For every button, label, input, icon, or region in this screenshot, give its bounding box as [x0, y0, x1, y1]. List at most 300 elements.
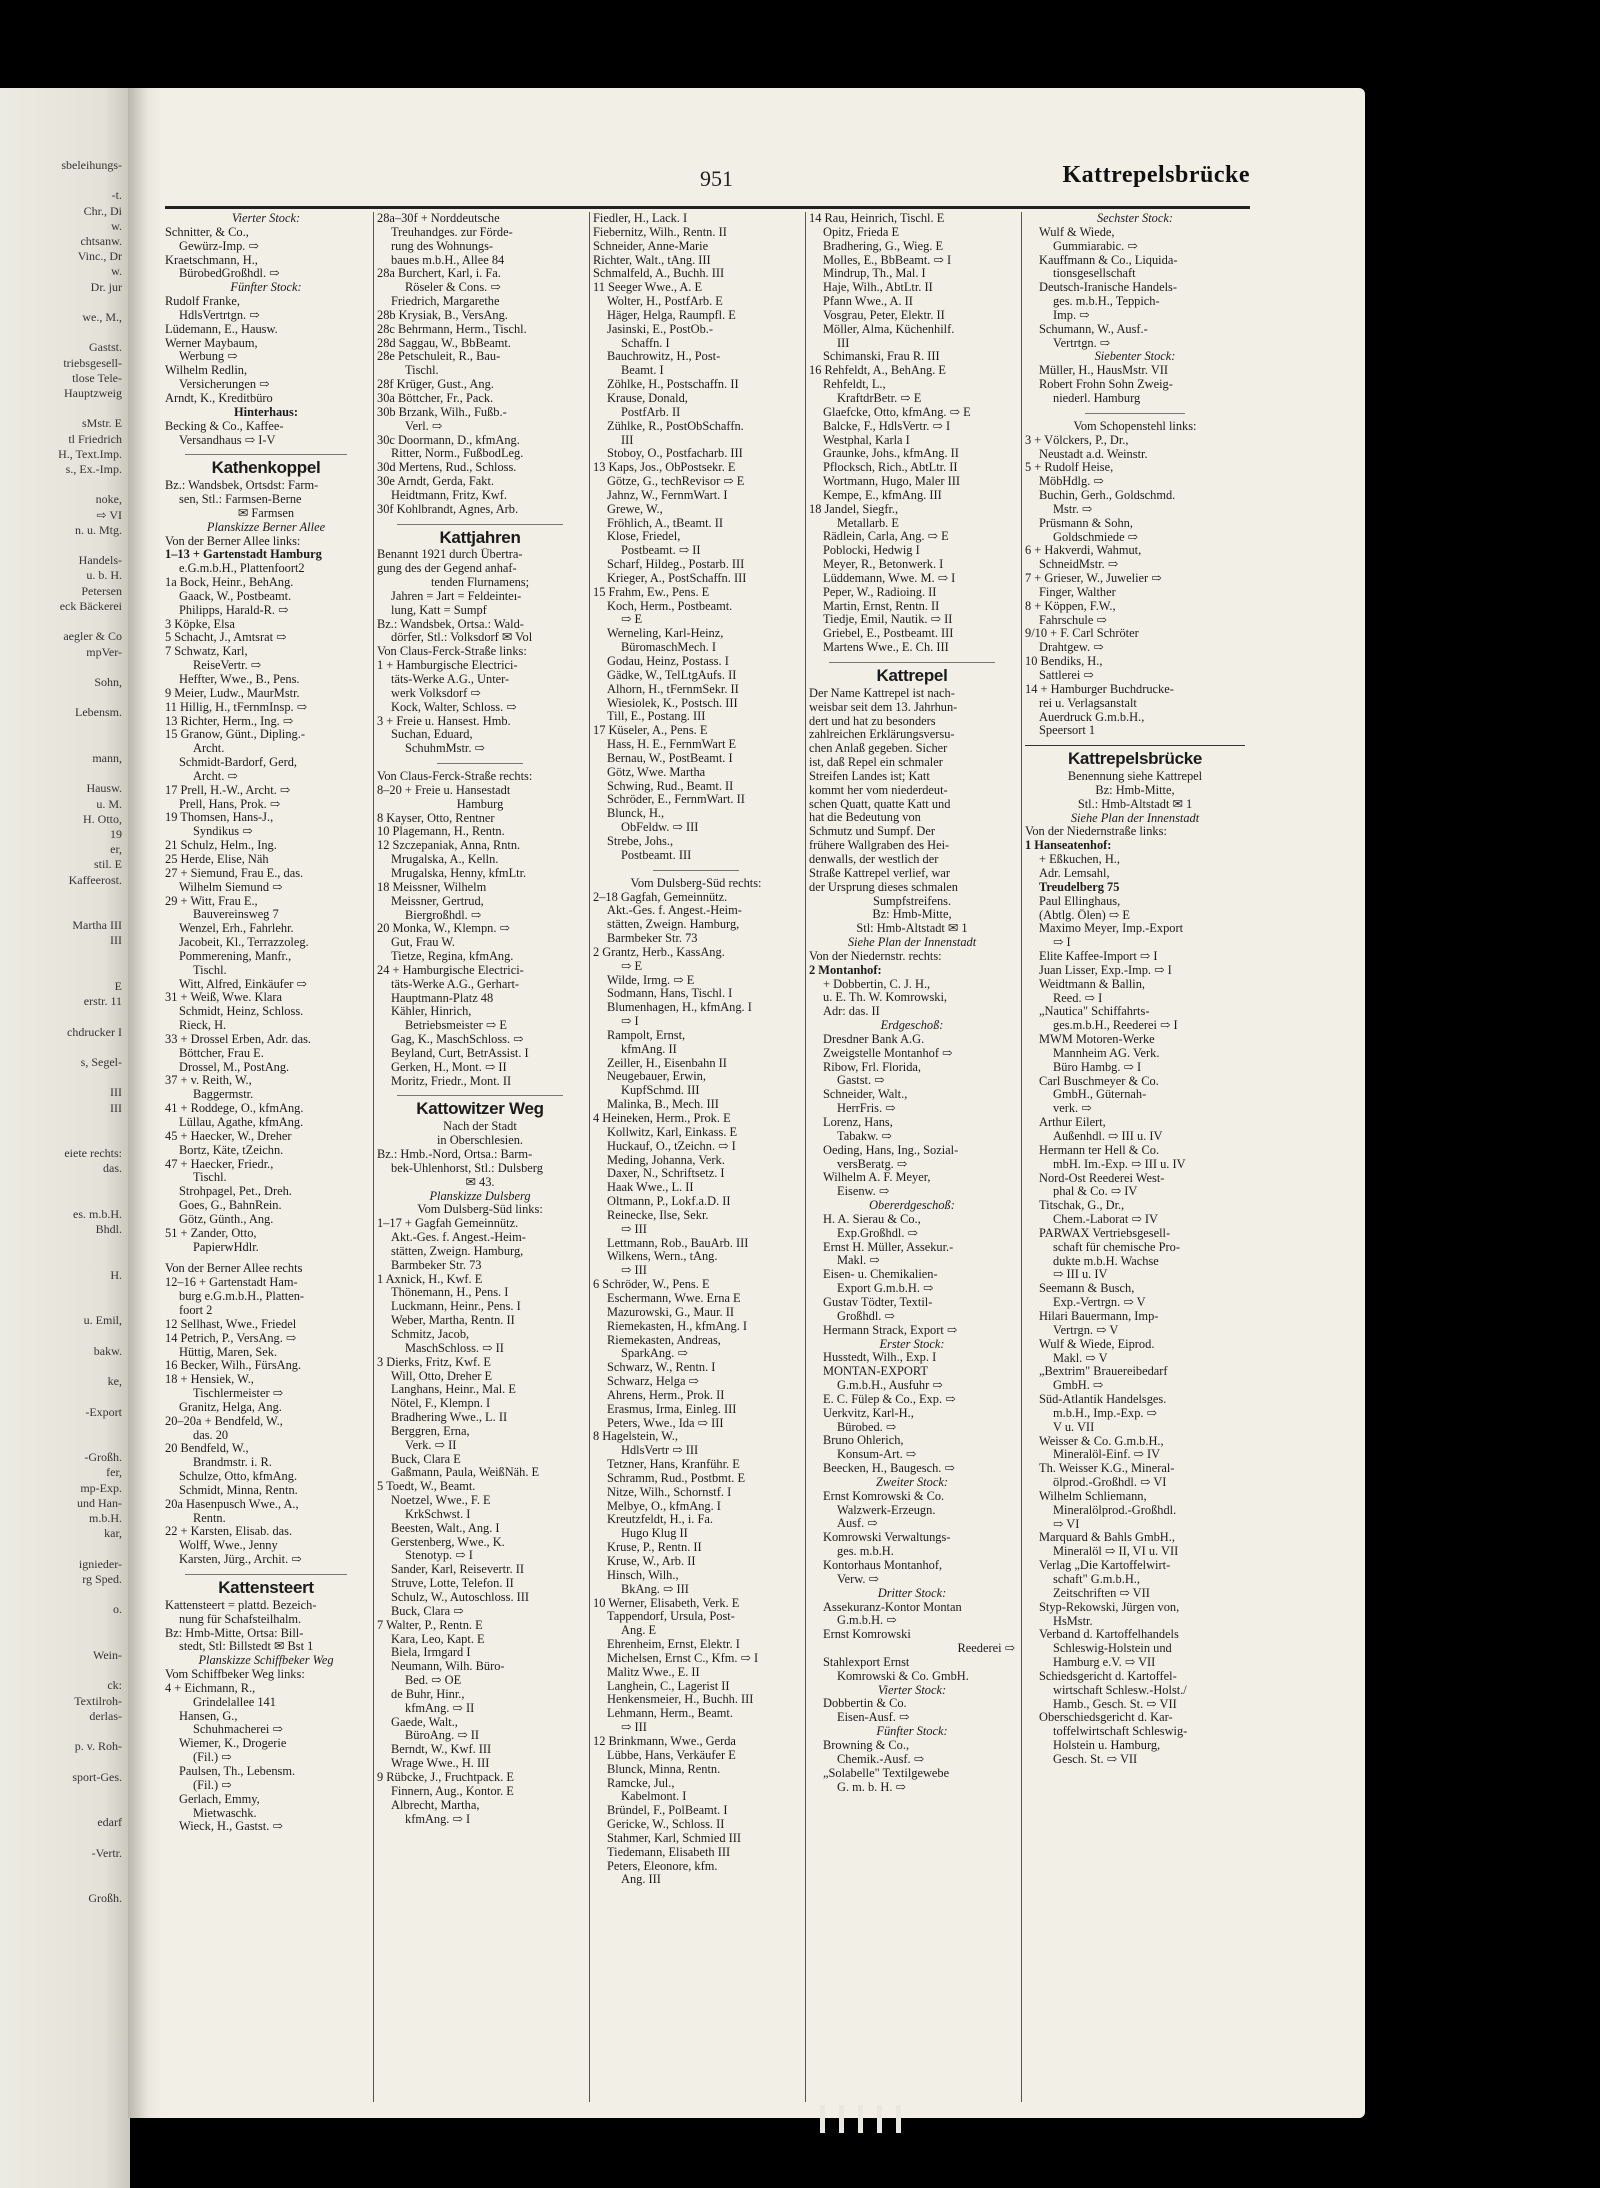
left-page-text [0, 1618, 130, 1633]
directory-entry: Riemekasten, H., kfmAng. I [607, 1319, 748, 1333]
left-page-text [0, 964, 130, 979]
directory-entry: Neugebauer, Erwin, [607, 1070, 706, 1084]
directory-entry: Von der Berner Allee rechts [165, 1262, 303, 1276]
directory-entry: Suchan, Eduard, [391, 728, 473, 742]
directory-entry: sen, Stl.: Farmsen-Berne [179, 493, 302, 507]
page-number: 951 [700, 166, 733, 191]
left-page-text: u. b. H. [86, 568, 122, 583]
directory-entry: Süd-Atlantik Handelsges. [1039, 1393, 1167, 1407]
directory-entry: Ramcke, Jul., [607, 1776, 675, 1790]
directory-entry: Henkensmeier, H., Buchh. III [607, 1693, 754, 1707]
directory-entry: 20 Monka, W., Klempn. ⇨ [377, 922, 510, 936]
left-page-text: III [110, 933, 122, 948]
directory-entry: 10 Bendiks, H., [1025, 655, 1103, 669]
directory-entry: Bz.: Wandsbek, Ortsdst: Farm- [165, 479, 319, 493]
directory-entry: Streifen Landes ist; Katt [809, 769, 930, 783]
left-page-text [0, 690, 130, 705]
left-page-text: H. Otto, [83, 811, 122, 826]
directory-entry: SchuhmMstr. ⇨ [405, 742, 485, 756]
directory-entry: Versandhaus ⇨ I-V [179, 433, 276, 447]
directory-entry: Gaßmann, Paula, WeißNäh. E [391, 1466, 540, 1480]
directory-entry: Peper, W., Radioing. II [823, 585, 937, 599]
directory-entry: Großhdl. ⇨ [837, 1309, 895, 1323]
left-page-text: n. u. Mtg. [74, 522, 122, 537]
directory-entry: Riemekasten, Andreas, [607, 1333, 721, 1347]
left-page-text [0, 1283, 130, 1298]
directory-entry: Kollwitz, Karl, Einkass. E [607, 1125, 738, 1139]
directory-entry: ⇨ III [621, 1222, 647, 1236]
directory-entry: 30e Arndt, Gerda, Fakt. [377, 475, 494, 489]
section-divider [829, 662, 995, 663]
directory-entry: Jahren = Jart = Feldeinteı- [391, 589, 522, 603]
directory-entry: 14 + Hamburger Buchdrucke- [1025, 682, 1174, 696]
directory-entry: Postbeamt. ⇨ II [621, 544, 701, 558]
directory-entry: der Ursprung dieses schmalen [809, 880, 958, 894]
directory-entry: Rentn. [193, 1511, 226, 1525]
directory-entry: Werbung ⇨ [179, 350, 238, 364]
directory-entry: Haje, Wilh., AbtLtr. II [823, 281, 933, 295]
directory-entry: Wiemer, K., Drogerie [179, 1737, 287, 1751]
directory-entry: Schwarz, Helga ⇨ [607, 1375, 699, 1389]
directory-entry: täts-Werke A.G., Gerhart- [391, 977, 520, 991]
directory-entry: Adr. Lemsahl, [1039, 866, 1110, 880]
directory-entry: Juan Lisser, Exp.-Imp. ⇨ I [1039, 963, 1172, 977]
directory-entry: Walzwerk-Erzeugn. [837, 1503, 936, 1517]
directory-entry: 28d Saggau, W., BbBeamt. [377, 336, 511, 350]
directory-entry: 16 Rehfeldt, A., BehAng. E [809, 364, 946, 378]
directory-entry: Heidtmann, Fritz, Kwf. [391, 488, 507, 502]
directory-entry: Buchin, Gerh., Goldschmd. [1039, 489, 1176, 503]
column-1 [165, 212, 374, 2102]
directory-entry: Werneling, Karl-Heinz, [607, 627, 724, 641]
left-page-text: ignieder- [78, 1556, 122, 1571]
directory-entry: Benennung siehe Kattrepel [1067, 770, 1203, 784]
directory-entry: 7 Walter, P., Rentn. E [377, 1618, 483, 1632]
directory-entry: Ehrenheim, Ernst, Elektr. I [607, 1638, 740, 1652]
directory-entry: 5 + Rudolf Heise, [1025, 461, 1114, 475]
directory-entry: Hansen, G., [179, 1709, 238, 1723]
directory-entry: in Oberschlesien. [436, 1134, 524, 1148]
directory-entry: Schmalfeld, A., Buchh. III [593, 267, 725, 281]
directory-entry: schaft" G.m.b.H., [1053, 1573, 1140, 1586]
directory-entry: Schmidt, Minna, Rentn. [179, 1483, 298, 1497]
left-page-text [0, 1177, 130, 1192]
directory-entry: Schmidt-Bardorf, Gerd, [179, 756, 298, 770]
directory-entry: Pommerening, Manfr., [179, 949, 292, 963]
directory-entry: Schmutz und Sumpf. Der [809, 825, 935, 839]
directory-entry: werk Volksdorf ⇨ [391, 686, 481, 700]
directory-entry: Goldschmiede ⇨ [1053, 530, 1139, 544]
left-page-text [0, 766, 130, 781]
directory-entry: Auerdruck G.m.b.H., [1039, 710, 1145, 724]
directory-entry: Rudolf Franke, [165, 295, 241, 309]
directory-entry: Blunck, Minna, Rentn. [607, 1762, 721, 1776]
directory-entry: Wolter, H., PostfArb. E [607, 295, 723, 309]
directory-entry: Schulz, W., Autoschloss. III [391, 1591, 530, 1604]
directory-page [0, 88, 1365, 2118]
directory-entry: BüromaschMech. I [621, 641, 716, 655]
directory-entry: ⇨ VI [1053, 1517, 1080, 1531]
directory-entry: Fünfter Stock: [876, 1725, 948, 1739]
directory-entry: Jacobeit, Kl., Terrazzoleg. [179, 936, 309, 950]
left-page-text: mann, [92, 750, 122, 765]
directory-entry: BkAng. ⇨ III [621, 1582, 689, 1596]
directory-entry: Gaede, Walt., [391, 1715, 458, 1729]
directory-entry: PostfArb. II [621, 405, 681, 419]
directory-entry: Ausf. ⇨ [837, 1517, 878, 1531]
section-divider [437, 763, 523, 764]
directory-entry: Exp.-Vertrgn. ⇨ V [1053, 1296, 1146, 1310]
left-page-text [0, 736, 130, 751]
directory-entry: Dresdner Bank A.G. [823, 1032, 925, 1046]
left-page-text [0, 1237, 130, 1252]
directory-entry: Rieck, H. [179, 1019, 227, 1033]
directory-entry: Hinsch, Wilh., [607, 1568, 679, 1582]
left-page-text: kar, [104, 1526, 122, 1541]
directory-entry: ✉ 43. [465, 1175, 495, 1189]
directory-entry: Siehe Plan der Innenstadt [847, 936, 977, 950]
directory-entry: Tappendorf, Ursula, Post- [607, 1610, 735, 1624]
directory-entry: 51 + Zander, Otto, [165, 1226, 257, 1240]
directory-entry: Tischlermeister ⇨ [193, 1387, 284, 1401]
directory-entry: Ritter, Norm., FußbodLeg. [391, 447, 524, 461]
directory-entry: Obererdgeschoß: [869, 1199, 955, 1213]
directory-entry: 5 Toedt, W., Beamt. [377, 1480, 476, 1494]
directory-entry: 28e Petschuleit, R., Bau- [377, 350, 501, 364]
directory-entry: 1–17 + Gagfah Gemeinnütz. [377, 1217, 519, 1231]
directory-entry: Melbye, O., kfmAng. I [607, 1499, 721, 1513]
directory-entry: Beesten, Walt., Ang. I [391, 1521, 500, 1535]
directory-entry: ✉ Farmsen [237, 506, 295, 520]
left-page-text [0, 1830, 130, 1845]
directory-entry: Dritter Stock: [877, 1586, 947, 1600]
directory-entry: + Eßkuchen, H., [1039, 853, 1120, 867]
directory-entry: Archt. ⇨ [193, 769, 238, 783]
directory-entry: Assekuranz-Kontor Montan [823, 1600, 962, 1614]
directory-entry: 2 Montanhof: [809, 963, 882, 977]
directory-entry: Lettmann, Rob., BauArb. III [607, 1236, 749, 1250]
directory-entry: 9 Rübcke, J., Fruchtpack. E [377, 1770, 514, 1784]
directory-entry: Lehmann, Herm., Beamt. [607, 1707, 733, 1721]
directory-entry: Mineralölprod.-Großhdl. [1053, 1503, 1177, 1517]
directory-entry: Der Name Kattrepel ist nach- [809, 686, 955, 700]
directory-entry: Bed. ⇨ OE [405, 1674, 462, 1688]
directory-entry: Weisser & Co. G.m.b.H., [1039, 1434, 1164, 1448]
directory-entry: Schneider, Anne-Marie [593, 239, 709, 253]
directory-entry: Büro Hambg. ⇨ I [1053, 1060, 1142, 1074]
directory-entry: ⇨ III [621, 1264, 647, 1278]
directory-entry: ⇨ E [621, 959, 643, 973]
directory-entry: Goes, G., BahnRein. [179, 1199, 282, 1213]
directory-entry: 24 + Hamburgische Electrici- [377, 963, 524, 977]
directory-entry: Erster Stock: [879, 1337, 945, 1351]
directory-entry: Gericke, W., Schloss. II [607, 1818, 725, 1832]
directory-entry: Komrowski & Co. GmbH. [837, 1669, 969, 1683]
directory-entry: Vierter Stock: [877, 1683, 947, 1697]
directory-entry: 20 Bendfeld, W., [165, 1442, 249, 1456]
directory-entry: stätten, Zweign. Hamburg, [391, 1244, 524, 1258]
directory-entry: Oltmann, P., Lokf.a.D. II [607, 1195, 731, 1209]
directory-entry: Albrecht, Martha, [391, 1798, 480, 1812]
left-page-text [0, 1009, 130, 1024]
left-page-text: chtsanw. [80, 234, 122, 249]
left-page-text: es. m.b.H. [73, 1207, 122, 1222]
directory-entry: Ang. III [621, 1873, 661, 1887]
directory-entry: 8–20 + Freie u. Hansestadt [377, 783, 511, 797]
directory-entry: Reed. ⇨ I [1053, 991, 1103, 1005]
left-page-text: p. v. Roh- [74, 1739, 122, 1754]
directory-entry: 45 + Haecker, W., Dreher [165, 1129, 292, 1143]
left-page-text [0, 949, 130, 964]
left-page-text: H., Text.Imp. [58, 446, 122, 461]
left-page-text: -Vertr. [91, 1845, 122, 1860]
directory-entry: Bz: Hmb-Mitte, [1095, 783, 1175, 797]
left-page-text: Vinc., Dr [77, 249, 122, 264]
directory-entry: Makl. ⇨ [837, 1254, 880, 1268]
directory-entry: (Fil.) ⇨ [193, 1778, 232, 1792]
directory-entry: Tabakw. ⇨ [837, 1129, 892, 1143]
directory-entry: Archt. [193, 742, 225, 756]
directory-entry: Versicherungen ⇨ [179, 378, 270, 392]
directory-entry: Tischl. [193, 1171, 227, 1185]
directory-entry: 30b Brzank, Wilh., Fußb.- [377, 405, 507, 419]
street-heading: Kattowitzer Weg [416, 1099, 544, 1119]
left-page-text [0, 1116, 130, 1131]
left-page-text: Dr. jur [90, 279, 122, 294]
column-4 [809, 212, 1022, 2102]
left-page-text [0, 1785, 130, 1800]
directory-entry: Schiedsgericht d. Kartoffel- [1039, 1669, 1177, 1683]
left-page-text: Hauptzweig [64, 386, 122, 401]
left-page-text [0, 1541, 130, 1556]
directory-entry: Treuhandges. zur Förde- [391, 225, 513, 239]
directory-entry: Von Claus-Ferck-Straße rechts: [377, 770, 533, 784]
directory-entry: schaft für chemische Pro- [1053, 1240, 1180, 1254]
directory-entry: Grindelallee 141 [193, 1695, 276, 1709]
directory-entry: Haak Wwe., L. II [607, 1181, 694, 1195]
spacer [165, 1254, 367, 1262]
directory-entry: Mrugalska, A., Kelln. [391, 853, 499, 867]
left-page-text: u. Emil, [83, 1313, 122, 1328]
directory-entry: Sumpfstreifens. [872, 894, 952, 908]
directory-entry: Langhein, C., Lagerist II [607, 1679, 730, 1693]
directory-entry: u. E. Th. W. Komrowski, [823, 991, 948, 1005]
directory-entry: Klose, Friedel, [607, 530, 681, 544]
directory-entry: mbH. Im.-Exp. ⇨ III u. IV [1053, 1157, 1186, 1171]
directory-entry: Sodmann, Hans, Tischl. I [607, 987, 733, 1001]
directory-entry: Tischl. [405, 364, 439, 378]
directory-entry: Fünfter Stock: [230, 281, 302, 295]
directory-entry: Godau, Heinz, Postass. I [607, 655, 729, 668]
directory-entry: chen Anlaß gegeben. Sicher [809, 742, 948, 756]
directory-entry: Verl. ⇨ [405, 419, 443, 433]
left-page-text: fer, [106, 1465, 122, 1480]
directory-entry: Glaefcke, Otto, kfmAng. ⇨ E [823, 405, 971, 419]
directory-entry: Zeiller, H., Eisenbahn II [607, 1056, 727, 1070]
directory-entry: tionsgesellschaft [1053, 267, 1136, 281]
street-heading: Kattensteert [218, 1578, 314, 1597]
directory-entry: Lorenz, Hans, [823, 1116, 893, 1129]
directory-entry: Schmitz, Jacob, [391, 1327, 470, 1341]
directory-entry: Gummiarabic. ⇨ [1053, 239, 1138, 253]
directory-entry: Till, E., Postang. III [607, 710, 706, 724]
directory-entry: Buck, Clara ⇨ [391, 1604, 464, 1618]
directory-entry: Wortmann, Hugo, Maler III [823, 475, 960, 489]
directory-entry: Strohpagel, Pet., Dreh. [179, 1185, 292, 1199]
directory-entry: Balcke, F., HdlsVertr. ⇨ I [823, 419, 951, 433]
directory-entry: Neustadt a.d. Weinstr. [1039, 447, 1148, 461]
header-rule [165, 206, 1250, 209]
directory-entry: Hamb., Gesch. St. ⇨ VII [1053, 1697, 1177, 1711]
directory-entry: Blumenhagen, H., kfmAng. I [607, 1001, 752, 1015]
directory-entry: Fiedler, H., Lack. I [593, 212, 688, 225]
directory-entry: 16 Becker, Wilh., FürsAng. [165, 1359, 302, 1373]
directory-entry: Heffter, Wwe., B., Pens. [179, 673, 300, 686]
directory-entry: Mindrup, Th., Mal. I [823, 267, 926, 281]
directory-entry: 33 + Drossel Erben, Adr. das. [165, 1032, 312, 1046]
directory-entry: Wiesiolek, K., Postsch. III [607, 696, 738, 710]
directory-entry: nung für Schafsteilhalm. [179, 1612, 302, 1626]
directory-entry: Eisenw. ⇨ [837, 1185, 890, 1199]
directory-entry: Malitz Wwe., E. II [607, 1665, 700, 1679]
directory-entry: Pfann Wwe., A. II [823, 295, 913, 309]
directory-entry: HsMstr. [1053, 1614, 1093, 1628]
directory-entry: Ernst Komrowski & Co. [823, 1489, 945, 1503]
directory-entry: Grewe, W., [607, 502, 663, 516]
directory-entry: Neumann, Wilh. Büro- [391, 1660, 505, 1674]
directory-entry: 20a Hasenpusch Wwe., A., [165, 1497, 299, 1511]
left-page-text: erstr. 11 [83, 994, 122, 1009]
left-page-text: eck Bäckerei [59, 598, 122, 613]
directory-entry: 47 + Haecker, Friedr., [165, 1157, 274, 1171]
directory-entry: 30a Böttcher, Fr., Pack. [377, 391, 494, 405]
left-page-text: Sohn, [94, 674, 122, 689]
directory-entry: 13 Richter, Herm., Ing. ⇨ [165, 714, 294, 728]
left-page-text [0, 1192, 130, 1207]
directory-entry: 19 Thomsen, Hans-J., [165, 811, 274, 825]
directory-entry: HdlsVertrtgn. ⇨ [179, 308, 260, 322]
directory-entry: Biergroßhdl. ⇨ [405, 908, 482, 922]
directory-entry: SparkAng. ⇨ [621, 1347, 688, 1361]
directory-entry: Fiebernitz, Wilh., Rentn. II [593, 225, 727, 239]
directory-entry: 18 Jandel, Siegfr., [809, 502, 899, 516]
directory-entry: Vom Dulsberg-Süd links: [417, 1203, 543, 1217]
directory-entry: GmbH. ⇨ [1053, 1379, 1104, 1393]
directory-entry: Carl Buschmeyer & Co. [1039, 1074, 1159, 1088]
left-page-text [0, 1861, 130, 1876]
directory-entry: Vom Schopenstehl links: [1073, 419, 1197, 433]
directory-entry: Fröhlich, A., tBeamt. II [607, 516, 723, 530]
left-page-text: aegler & Co [63, 629, 122, 644]
directory-entry: Gädke, W., TelLtgAufs. II [607, 668, 737, 682]
directory-entry: Erdgeschoß: [880, 1019, 944, 1033]
directory-entry: Stenotyp. ⇨ I [405, 1549, 473, 1563]
directory-entry: 28a–30f + Norddeutsche [377, 212, 500, 225]
directory-entry: Mazurowski, G., Maur. II [607, 1305, 734, 1319]
directory-entry: PapierwHdlr. [193, 1240, 259, 1254]
directory-entry: ReiseVertr. ⇨ [193, 659, 262, 673]
directory-entry: 6 + Hakverdi, Wahmut, [1025, 544, 1142, 558]
directory-entry: 3 Köpke, Elsa [165, 617, 235, 631]
left-page-text: sport-Ges. [72, 1769, 122, 1784]
directory-entry: Arthur Eilert, [1039, 1116, 1106, 1130]
directory-entry: Rehfeldt, L., [823, 378, 886, 392]
directory-entry: Wilkens, Wern., tAng. [607, 1250, 718, 1264]
left-page-text [0, 477, 130, 492]
directory-entry: Scharf, Hildeg., Postarb. III [607, 558, 745, 572]
directory-entry: G. m. b. H. ⇨ [837, 1780, 906, 1794]
directory-entry: Robert Frohn Sohn Zweig- [1039, 378, 1173, 392]
left-page-text: er, [110, 842, 122, 857]
directory-entry: Erasmus, Irma, Einleg. III [607, 1402, 737, 1416]
directory-entry: toffelwirtschaft Schleswig- [1053, 1725, 1188, 1739]
section-divider [185, 454, 347, 455]
left-page-text: -Großh. [84, 1450, 122, 1465]
directory-entry: + Dobbertin, C. J. H., [823, 977, 931, 991]
directory-entry: Th. Weisser K.G., Mineral- [1039, 1462, 1175, 1476]
directory-entry: Pflocksch, Rich., AbtLtr. II [823, 461, 958, 475]
directory-entry: 37 + v. Reith, W., [165, 1074, 252, 1088]
directory-entry: Zühlke, R., PostObSchaffn. [607, 419, 744, 433]
directory-entry: Mrugalska, Henny, kfmLtr. [391, 866, 527, 880]
directory-entry: Bz.: Wandsbek, Ortsa.: Wald- [377, 617, 524, 631]
directory-entry: Blunck, H., [607, 807, 665, 821]
directory-entry: 1–13 + Gartenstadt Hamburg [165, 548, 322, 562]
left-page-text: bakw. [93, 1343, 122, 1358]
directory-entry: Lüddemann, Wwe. M. ⇨ I [823, 571, 956, 585]
directory-entry: Paul Ellinghaus, [1039, 894, 1121, 908]
directory-entry: Götz, Wwe. Martha [607, 765, 706, 779]
directory-entry: Bürobed. ⇨ [837, 1420, 897, 1434]
directory-entry: gung des der Gegend anhaf- [377, 562, 517, 576]
directory-entry: Stahmer, Karl, Schmied III [607, 1831, 742, 1845]
directory-entry: Bernau, W., PostBeamt. I [607, 751, 733, 765]
directory-entry: KrkSchwst. I [405, 1507, 471, 1521]
left-page-text [0, 1633, 130, 1648]
directory-entry: Planskizze Schiffbeker Weg [198, 1654, 334, 1668]
directory-entry: de Buhr, Hinr., [391, 1687, 465, 1701]
directory-entry: stedt, Stl: Billstedt ✉ Bst 1 [179, 1640, 314, 1654]
directory-entry: Weidtmann & Ballin, [1039, 977, 1146, 991]
directory-entry: Arndt, K., Kreditbüro [165, 391, 273, 405]
left-page-text: u. M. [96, 796, 122, 811]
left-page-text: Martha III [72, 918, 122, 933]
directory-entry: foort 2 [179, 1303, 213, 1317]
left-page-text [0, 1131, 130, 1146]
directory-entry: Chemik.-Ausf. ⇨ [837, 1752, 925, 1766]
directory-entry: Ribow, Frl. Florida, [823, 1060, 921, 1074]
directory-entry: III [837, 336, 850, 350]
directory-entry: Mineralöl ⇨ II, VI u. VII [1053, 1545, 1179, 1559]
directory-entry: Komrowski Verwaltungs- [823, 1531, 951, 1545]
directory-entry: kfmAng. ⇨ II [405, 1701, 475, 1715]
directory-entry: 1 Hanseatenhof: [1025, 839, 1112, 853]
directory-entry: kfmAng. ⇨ I [405, 1812, 471, 1826]
directory-entry: Zweiter Stock: [876, 1475, 948, 1489]
directory-entry: Peters, Eleonore, kfm. [607, 1859, 718, 1873]
directory-entry: Strebe, Johs., [607, 834, 674, 848]
directory-entry: Schimanski, Frau R. III [823, 350, 940, 364]
directory-entry: Jasinski, E., PostOb.- [607, 322, 714, 336]
directory-entry: 28c Behrmann, Herm., Tischl. [377, 322, 527, 336]
directory-entry: Bradhering, G., Wieg. E [823, 239, 944, 253]
directory-entry: 4 Heineken, Herm., Prok. E [593, 1112, 731, 1125]
directory-entry: Schwing, Rud., Beamt. II [607, 779, 734, 793]
directory-entry: Rampolt, Ernst, [607, 1028, 686, 1042]
directory-entry: 28a Burchert, Karl, i. Fa. [377, 267, 501, 281]
left-page-text: Lebensm. [75, 705, 122, 720]
directory-entry: Tietze, Regina, kfmAng. [391, 950, 514, 964]
